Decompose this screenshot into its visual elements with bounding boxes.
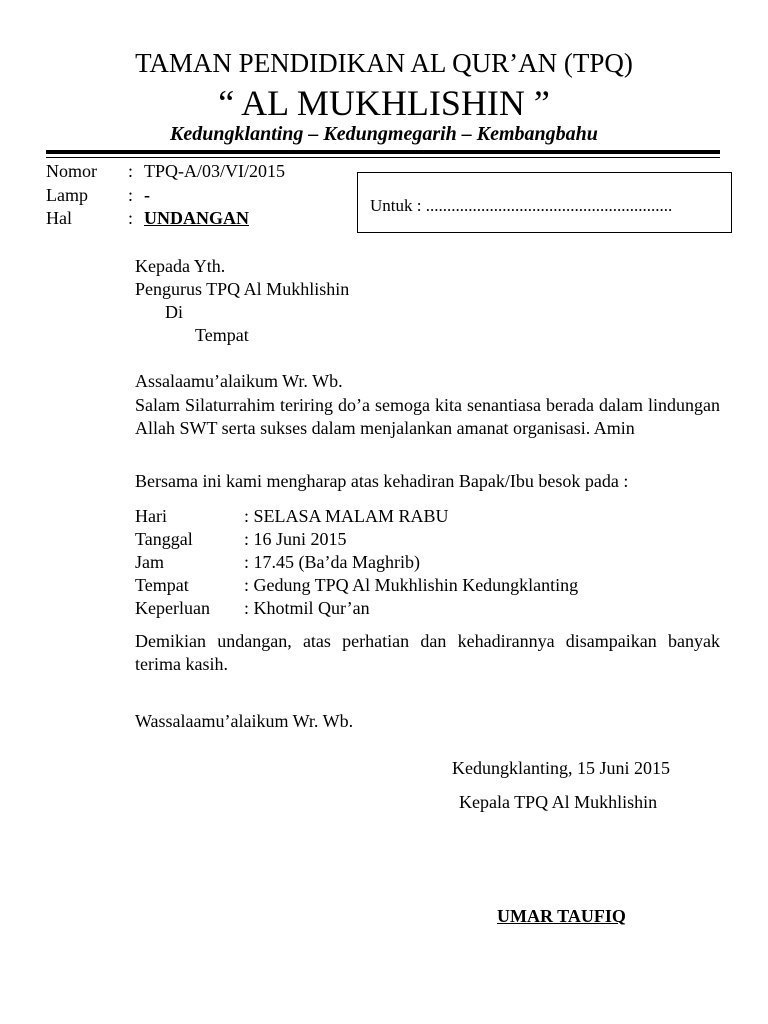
detail-label-tempat: Tempat: [135, 575, 189, 595]
detail-label-jam: Jam: [135, 552, 164, 572]
lamp-label: Lamp: [46, 185, 88, 205]
opening-paragraph: Salam Silaturrahim teriring do’a semoga kita senantiasa berada dalam lindungan Allah SWT serta sukses dalam menjalankan amanat organisasi. Amin: [135, 395, 720, 438]
letterhead-address: Kedungklanting – Kedungmegarih – Kembangbahu: [170, 123, 598, 145]
hal-value: UNDANGAN: [144, 208, 249, 228]
detail-value-jam: : 17.45 (Ba’da Maghrib): [244, 552, 420, 572]
hal-label: Hal: [46, 208, 72, 228]
signer-position: Kepala TPQ Al Mukhlishin: [459, 792, 658, 812]
nomor-colon: :: [128, 161, 134, 181]
school-name: “ AL MUKHLISHIN ”: [218, 83, 550, 123]
lamp-value: -: [144, 185, 150, 205]
signer-name: UMAR TAUFIQ: [497, 906, 626, 926]
detail-label-hari: Hari: [135, 506, 167, 526]
place-date: Kedungklanting, 15 Juni 2015: [452, 758, 670, 778]
letterhead-rule-thin: [46, 157, 720, 158]
detail-value-tanggal: : 16 Juni 2015: [244, 529, 347, 549]
organization-name: TAMAN PENDIDIKAN AL QUR’AN (TPQ): [135, 48, 633, 78]
address-di: Di: [165, 302, 183, 322]
detail-value-hari: : SELASA MALAM RABU: [244, 506, 449, 526]
greeting: Assalaamu’alaikum Wr. Wb.: [135, 371, 343, 391]
detail-value-tempat: : Gedung TPQ Al Mukhlishin Kedungklanting: [244, 575, 579, 595]
nomor-value: TPQ-A/03/VI/2015: [144, 161, 285, 181]
nomor-label: Nomor: [46, 161, 97, 181]
detail-label-tanggal: Tanggal: [135, 529, 193, 549]
hal-colon: :: [128, 208, 134, 228]
detail-value-keperluan: : Khotmil Qur’an: [244, 598, 370, 618]
closing-paragraph: Demikian undangan, atas perhatian dan kehadirannya disampaikan banyak terima kasih.: [135, 631, 720, 674]
address-salutation: Kepada Yth.: [135, 256, 226, 276]
lamp-colon: :: [128, 185, 134, 205]
letterhead-rule-thick: [46, 150, 720, 154]
address-recipient: Pengurus TPQ Al Mukhlishin: [135, 279, 350, 299]
address-place: Tempat: [195, 325, 249, 345]
farewell: Wassalaamu’alaikum Wr. Wb.: [135, 711, 354, 731]
request-sentence: Bersama ini kami mengharap atas kehadiran Bapak/Ibu besok pada :: [135, 471, 629, 491]
detail-label-keperluan: Keperluan: [135, 598, 210, 618]
recipient-text: Untuk : ..........................................................: [370, 196, 673, 215]
